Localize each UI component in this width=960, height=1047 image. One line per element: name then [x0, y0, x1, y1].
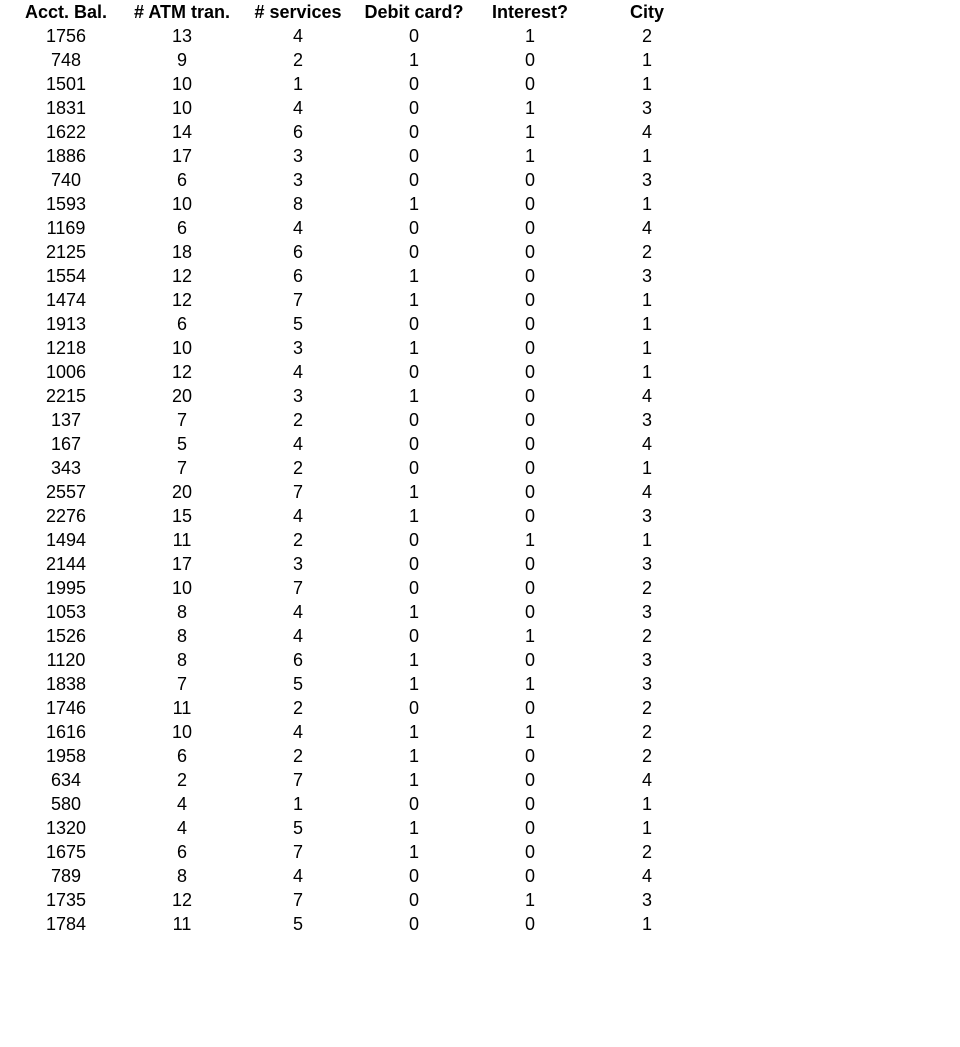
cell-debit-card: 1 — [408, 194, 419, 214]
cell-debit-card: 0 — [408, 410, 419, 430]
cell-atm-tran: 20 — [171, 386, 193, 406]
cell-interest: 1 — [524, 530, 535, 550]
cell-services: 2 — [292, 50, 303, 70]
cell-debit-card: 0 — [408, 434, 419, 454]
cell-acct-bal: 1120 — [46, 650, 86, 670]
cell-interest: 0 — [524, 362, 535, 382]
cell-atm-tran: 6 — [176, 746, 187, 766]
cell-acct-bal: 1831 — [45, 98, 87, 118]
cell-acct-bal: 1474 — [45, 290, 87, 310]
cell-atm-tran: 20 — [171, 482, 193, 502]
cell-interest: 0 — [524, 242, 535, 262]
cell-interest: 0 — [524, 290, 535, 310]
cell-acct-bal: 740 — [50, 170, 82, 190]
cell-debit-card: 0 — [408, 362, 419, 382]
cell-interest: 0 — [524, 746, 535, 766]
table-row — [8, 816, 706, 840]
cell-interest: 0 — [524, 458, 535, 478]
cell-atm-tran: 7 — [176, 458, 187, 478]
cell-atm-tran: 10 — [171, 74, 193, 94]
cell-services: 4 — [292, 506, 303, 526]
cell-debit-card: 0 — [408, 458, 419, 478]
cell-services: 2 — [292, 410, 303, 430]
cell-atm-tran: 11 — [172, 914, 192, 934]
table-row — [8, 312, 706, 336]
cell-atm-tran: 10 — [171, 338, 193, 358]
cell-services: 2 — [292, 530, 303, 550]
cell-acct-bal: 634 — [50, 770, 82, 790]
cell-atm-tran: 8 — [176, 626, 187, 646]
cell-acct-bal: 1784 — [45, 914, 87, 934]
cell-city: 4 — [641, 482, 652, 502]
cell-acct-bal: 1218 — [45, 338, 87, 358]
cell-city: 3 — [641, 98, 652, 118]
cell-city: 3 — [641, 266, 652, 286]
cell-city: 2 — [641, 842, 652, 862]
cell-debit-card: 1 — [408, 602, 419, 622]
cell-debit-card: 0 — [408, 170, 419, 190]
cell-services: 6 — [292, 266, 303, 286]
cell-interest: 0 — [524, 650, 535, 670]
cell-services: 3 — [292, 170, 303, 190]
cell-services: 7 — [292, 290, 303, 310]
cell-services: 4 — [292, 434, 303, 454]
cell-debit-card: 1 — [408, 266, 419, 286]
cell-debit-card: 1 — [408, 650, 419, 670]
cell-interest: 0 — [524, 554, 535, 574]
cell-debit-card: 0 — [408, 122, 419, 142]
table-row — [8, 264, 706, 288]
cell-debit-card: 0 — [408, 74, 419, 94]
table-row — [8, 720, 706, 744]
cell-debit-card: 1 — [408, 722, 419, 742]
cell-city: 3 — [641, 170, 652, 190]
cell-acct-bal: 2215 — [45, 386, 87, 406]
cell-acct-bal: 137 — [50, 410, 82, 430]
cell-debit-card: 0 — [408, 578, 419, 598]
cell-city: 3 — [641, 650, 652, 670]
cell-services: 3 — [292, 386, 303, 406]
cell-interest: 0 — [524, 866, 535, 886]
cell-city: 1 — [641, 74, 652, 94]
cell-atm-tran: 17 — [171, 554, 193, 574]
cell-interest: 0 — [524, 698, 535, 718]
cell-interest: 0 — [524, 434, 535, 454]
cell-acct-bal: 1995 — [45, 578, 87, 598]
table-row — [8, 840, 706, 864]
cell-interest: 1 — [524, 98, 535, 118]
cell-services: 4 — [292, 722, 303, 742]
cell-acct-bal: 2276 — [45, 506, 87, 526]
cell-acct-bal: 2144 — [45, 554, 87, 574]
cell-services: 5 — [292, 674, 303, 694]
cell-atm-tran: 13 — [171, 26, 193, 46]
cell-interest: 1 — [524, 890, 535, 910]
cell-debit-card: 0 — [408, 698, 419, 718]
cell-acct-bal: 580 — [50, 794, 82, 814]
data-table — [8, 0, 706, 936]
cell-city: 1 — [641, 314, 652, 334]
cell-debit-card: 1 — [408, 506, 419, 526]
cell-services: 1 — [292, 74, 303, 94]
cell-atm-tran: 5 — [176, 434, 187, 454]
cell-city: 4 — [641, 434, 652, 454]
cell-atm-tran: 12 — [171, 362, 193, 382]
cell-atm-tran: 8 — [176, 866, 187, 886]
cell-debit-card: 0 — [408, 314, 419, 334]
cell-atm-tran: 6 — [176, 842, 187, 862]
cell-city: 1 — [641, 50, 652, 70]
cell-debit-card: 1 — [408, 842, 419, 862]
cell-acct-bal: 1006 — [45, 362, 87, 382]
table-row — [8, 792, 706, 816]
cell-acct-bal: 1886 — [45, 146, 87, 166]
cell-services: 4 — [292, 98, 303, 118]
table-row — [8, 432, 706, 456]
cell-debit-card: 1 — [408, 770, 419, 790]
cell-interest: 1 — [524, 674, 535, 694]
cell-city: 1 — [641, 794, 652, 814]
cell-services: 3 — [292, 554, 303, 574]
cell-atm-tran: 9 — [176, 50, 187, 70]
cell-city: 4 — [641, 218, 652, 238]
cell-debit-card: 0 — [408, 914, 419, 934]
header-row — [8, 0, 706, 24]
cell-atm-tran: 18 — [171, 242, 193, 262]
cell-atm-tran: 4 — [176, 818, 187, 838]
cell-atm-tran: 11 — [172, 698, 192, 718]
table-row — [8, 192, 706, 216]
table-row — [8, 504, 706, 528]
cell-atm-tran: 15 — [171, 506, 193, 526]
cell-city: 3 — [641, 506, 652, 526]
cell-services: 5 — [292, 314, 303, 334]
cell-services: 2 — [292, 458, 303, 478]
cell-acct-bal: 1593 — [45, 194, 87, 214]
table-row — [8, 552, 706, 576]
cell-city: 1 — [641, 290, 652, 310]
table-row — [8, 648, 706, 672]
cell-atm-tran: 10 — [171, 578, 193, 598]
cell-atm-tran: 12 — [171, 290, 193, 310]
cell-debit-card: 1 — [408, 290, 419, 310]
table-row — [8, 336, 706, 360]
cell-services: 7 — [292, 482, 303, 502]
column-header-acct-bal: Acct. Bal. — [24, 2, 108, 22]
column-header-atm-tran: # ATM tran. — [133, 2, 230, 22]
cell-debit-card: 1 — [408, 50, 419, 70]
cell-acct-bal: 343 — [50, 458, 82, 478]
table-row — [8, 144, 706, 168]
cell-city: 1 — [641, 914, 652, 934]
cell-debit-card: 0 — [408, 26, 419, 46]
cell-debit-card: 0 — [408, 794, 419, 814]
cell-atm-tran: 2 — [176, 770, 187, 790]
table-body — [8, 24, 706, 936]
cell-debit-card: 1 — [408, 746, 419, 766]
cell-acct-bal: 789 — [50, 866, 82, 886]
cell-acct-bal: 2125 — [45, 242, 87, 262]
cell-city: 3 — [641, 674, 652, 694]
cell-services: 6 — [292, 122, 303, 142]
cell-interest: 0 — [524, 482, 535, 502]
cell-debit-card: 0 — [408, 626, 419, 646]
table-row — [8, 96, 706, 120]
cell-atm-tran: 6 — [176, 314, 187, 334]
cell-interest: 0 — [524, 338, 535, 358]
cell-interest: 0 — [524, 914, 535, 934]
cell-services: 4 — [292, 866, 303, 886]
cell-city: 2 — [641, 746, 652, 766]
table-row — [8, 24, 706, 48]
cell-acct-bal: 1913 — [45, 314, 87, 334]
cell-debit-card: 0 — [408, 866, 419, 886]
column-header-city: City — [629, 2, 664, 22]
cell-city: 2 — [641, 698, 652, 718]
cell-acct-bal: 1838 — [45, 674, 87, 694]
cell-interest: 1 — [524, 26, 535, 46]
cell-acct-bal: 1735 — [45, 890, 87, 910]
cell-acct-bal: 1756 — [45, 26, 87, 46]
cell-interest: 1 — [524, 626, 535, 646]
cell-interest: 0 — [524, 266, 535, 286]
cell-debit-card: 0 — [408, 218, 419, 238]
cell-city: 3 — [641, 554, 652, 574]
cell-city: 4 — [641, 770, 652, 790]
cell-city: 2 — [641, 242, 652, 262]
cell-interest: 0 — [524, 842, 535, 862]
cell-acct-bal: 748 — [50, 50, 82, 70]
cell-city: 2 — [641, 578, 652, 598]
cell-acct-bal: 1746 — [45, 698, 87, 718]
cell-atm-tran: 17 — [171, 146, 193, 166]
cell-city: 4 — [641, 866, 652, 886]
cell-services: 4 — [292, 362, 303, 382]
cell-interest: 0 — [524, 770, 535, 790]
cell-city: 1 — [641, 338, 652, 358]
cell-acct-bal: 1675 — [45, 842, 87, 862]
cell-services: 6 — [292, 242, 303, 262]
cell-acct-bal: 1053 — [45, 602, 87, 622]
cell-acct-bal: 1320 — [45, 818, 87, 838]
cell-acct-bal: 1494 — [45, 530, 87, 550]
cell-interest: 0 — [524, 794, 535, 814]
table-row — [8, 240, 706, 264]
cell-atm-tran: 12 — [171, 890, 193, 910]
cell-interest: 0 — [524, 218, 535, 238]
cell-services: 3 — [292, 146, 303, 166]
cell-atm-tran: 11 — [172, 530, 192, 550]
cell-atm-tran: 10 — [171, 98, 193, 118]
table-row — [8, 360, 706, 384]
table-row — [8, 528, 706, 552]
cell-interest: 1 — [524, 146, 535, 166]
cell-services: 2 — [292, 746, 303, 766]
cell-atm-tran: 6 — [176, 218, 187, 238]
cell-debit-card: 1 — [408, 818, 419, 838]
cell-interest: 0 — [524, 314, 535, 334]
column-header-interest: Interest? — [491, 2, 569, 22]
cell-atm-tran: 8 — [176, 650, 187, 670]
table-row — [8, 216, 706, 240]
table-row — [8, 696, 706, 720]
table-row — [8, 600, 706, 624]
cell-interest: 0 — [524, 194, 535, 214]
cell-city: 2 — [641, 722, 652, 742]
cell-atm-tran: 4 — [176, 794, 187, 814]
table-header — [8, 0, 706, 24]
cell-city: 2 — [641, 26, 652, 46]
cell-services: 7 — [292, 842, 303, 862]
cell-atm-tran: 14 — [171, 122, 193, 142]
cell-interest: 1 — [524, 722, 535, 742]
cell-debit-card: 1 — [408, 338, 419, 358]
table-row — [8, 672, 706, 696]
cell-interest: 1 — [524, 122, 535, 142]
table-row — [8, 456, 706, 480]
cell-services: 4 — [292, 218, 303, 238]
table-row — [8, 912, 706, 936]
cell-debit-card: 1 — [408, 482, 419, 502]
cell-acct-bal: 1554 — [45, 266, 87, 286]
cell-city: 1 — [641, 146, 652, 166]
cell-services: 4 — [292, 626, 303, 646]
cell-services: 4 — [292, 26, 303, 46]
cell-interest: 0 — [524, 602, 535, 622]
cell-interest: 0 — [524, 410, 535, 430]
cell-services: 7 — [292, 578, 303, 598]
cell-acct-bal: 1622 — [45, 122, 87, 142]
cell-services: 7 — [292, 890, 303, 910]
table-row — [8, 48, 706, 72]
cell-acct-bal: 1526 — [45, 626, 87, 646]
cell-atm-tran: 7 — [176, 410, 187, 430]
cell-atm-tran: 12 — [171, 266, 193, 286]
cell-city: 1 — [641, 818, 652, 838]
cell-debit-card: 0 — [408, 554, 419, 574]
table-row — [8, 72, 706, 96]
cell-services: 2 — [292, 698, 303, 718]
cell-acct-bal: 2557 — [45, 482, 87, 502]
cell-city: 1 — [641, 194, 652, 214]
column-header-services: # services — [254, 2, 342, 22]
cell-interest: 0 — [524, 170, 535, 190]
cell-services: 5 — [292, 914, 303, 934]
cell-interest: 0 — [524, 50, 535, 70]
table-row — [8, 408, 706, 432]
table-row — [8, 744, 706, 768]
cell-services: 4 — [292, 602, 303, 622]
cell-interest: 0 — [524, 386, 535, 406]
cell-debit-card: 0 — [408, 98, 419, 118]
table-row — [8, 888, 706, 912]
cell-acct-bal: 1958 — [45, 746, 87, 766]
cell-debit-card: 0 — [408, 146, 419, 166]
table-row — [8, 384, 706, 408]
cell-services: 1 — [292, 794, 303, 814]
cell-city: 3 — [641, 410, 652, 430]
table-row — [8, 480, 706, 504]
cell-debit-card: 1 — [408, 674, 419, 694]
cell-interest: 0 — [524, 74, 535, 94]
cell-debit-card: 0 — [408, 530, 419, 550]
cell-debit-card: 0 — [408, 242, 419, 262]
cell-acct-bal: 167 — [50, 434, 82, 454]
cell-services: 3 — [292, 338, 303, 358]
cell-services: 8 — [292, 194, 303, 214]
table-row — [8, 768, 706, 792]
cell-city: 4 — [641, 386, 652, 406]
cell-interest: 0 — [524, 506, 535, 526]
cell-acct-bal: 1169 — [46, 218, 86, 238]
cell-services: 7 — [292, 770, 303, 790]
cell-acct-bal: 1501 — [45, 74, 87, 94]
cell-city: 1 — [641, 362, 652, 382]
cell-atm-tran: 10 — [171, 194, 193, 214]
cell-acct-bal: 1616 — [45, 722, 87, 742]
cell-debit-card: 0 — [408, 890, 419, 910]
cell-services: 5 — [292, 818, 303, 838]
cell-atm-tran: 6 — [176, 170, 187, 190]
cell-atm-tran: 7 — [176, 674, 187, 694]
table-row — [8, 864, 706, 888]
table-row — [8, 120, 706, 144]
cell-atm-tran: 8 — [176, 602, 187, 622]
cell-atm-tran: 10 — [171, 722, 193, 742]
table-row — [8, 624, 706, 648]
table-row — [8, 576, 706, 600]
cell-interest: 0 — [524, 818, 535, 838]
cell-city: 3 — [641, 602, 652, 622]
cell-city: 3 — [641, 890, 652, 910]
column-header-debit-card: Debit card? — [364, 2, 464, 22]
cell-city: 4 — [641, 122, 652, 142]
table-row — [8, 168, 706, 192]
cell-services: 6 — [292, 650, 303, 670]
cell-city: 2 — [641, 626, 652, 646]
cell-city: 1 — [641, 530, 652, 550]
cell-debit-card: 1 — [408, 386, 419, 406]
cell-interest: 0 — [524, 578, 535, 598]
cell-city: 1 — [641, 458, 652, 478]
table-row — [8, 288, 706, 312]
